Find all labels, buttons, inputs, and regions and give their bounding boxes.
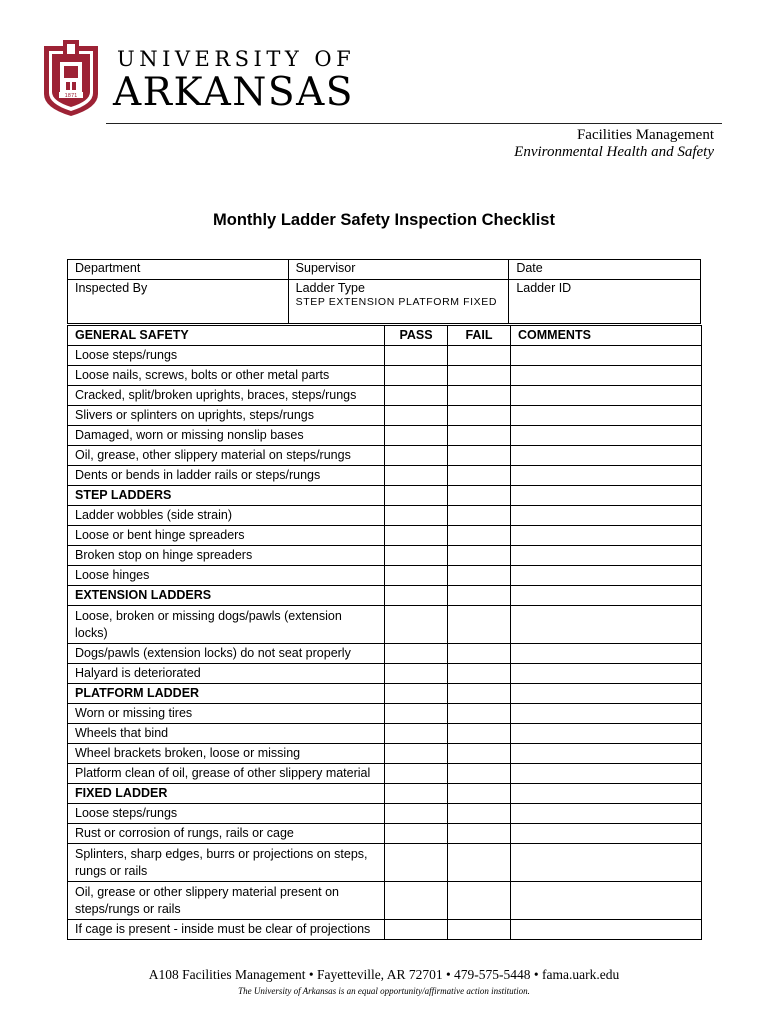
inspected-by-field[interactable]: [68, 280, 289, 324]
university-name-line2: ARKANSAS: [113, 70, 354, 115]
fail-cell[interactable]: [448, 824, 511, 844]
checklist-item-label: If cage is present - inside must be clear of projections: [68, 920, 385, 940]
checklist-row: [68, 566, 702, 586]
comments-cell[interactable]: [511, 644, 702, 664]
comments-cell[interactable]: [511, 446, 702, 466]
fail-cell[interactable]: [448, 406, 511, 426]
pass-cell[interactable]: [385, 644, 448, 664]
inspected-by-label: Inspected By: [75, 281, 148, 295]
pass-cell: [385, 784, 448, 804]
ladder-type-label: Ladder Type: [295, 281, 365, 295]
checklist-item-label: Loose or bent hinge spreaders: [68, 526, 385, 546]
svg-text:1871: 1871: [64, 93, 78, 99]
pass-cell[interactable]: [385, 566, 448, 586]
pass-cell[interactable]: [385, 664, 448, 684]
header-divider: [106, 123, 722, 124]
unit-subtitle: Environmental Health and Safety: [514, 144, 714, 160]
section-title: PLATFORM LADDER: [68, 684, 385, 704]
checklist-row: [68, 426, 702, 446]
date-label: Date: [516, 261, 543, 275]
checklist-row: [68, 366, 702, 386]
fail-cell[interactable]: [448, 546, 511, 566]
fail-cell[interactable]: [448, 664, 511, 684]
checklist-item-label: Rust or corrosion of rungs, rails or cage: [68, 824, 385, 844]
checklist-item-label: Loose steps/rungs: [68, 804, 385, 824]
section-header-row: [68, 684, 702, 704]
university-logo: [42, 36, 100, 118]
checklist-item-label: Oil, grease, other slippery material on steps/rungs: [68, 446, 385, 466]
page-title: Monthly Ladder Safety Inspection Checklist: [213, 211, 555, 229]
comments-cell[interactable]: [511, 406, 702, 426]
fail-cell[interactable]: [448, 526, 511, 546]
comments-cell[interactable]: [511, 704, 702, 724]
section-header-row: [68, 784, 702, 804]
comments-cell: [511, 586, 702, 606]
comments-cell: [511, 486, 702, 506]
checklist-item-label: Broken stop on hinge spreaders: [68, 546, 385, 566]
checklist-item-label: Dents or bends in ladder rails or steps/rungs: [68, 466, 385, 486]
fail-cell[interactable]: [448, 804, 511, 824]
checklist-row: [68, 386, 702, 406]
section-title: FIXED LADDER: [68, 784, 385, 804]
fail-cell[interactable]: [448, 764, 511, 784]
checklist-row: [68, 346, 702, 366]
fail-cell[interactable]: [448, 346, 511, 366]
comments-cell[interactable]: [511, 844, 702, 882]
fail-cell[interactable]: [448, 366, 511, 386]
checklist-item-label: Halyard is deteriorated: [68, 664, 385, 684]
comments-cell[interactable]: [511, 506, 702, 526]
pass-cell[interactable]: [385, 920, 448, 940]
checklist-row: [68, 644, 702, 664]
checklist-row: [68, 446, 702, 466]
column-header-fail: FAIL: [448, 326, 511, 346]
checklist-row: [68, 546, 702, 566]
comments-cell[interactable]: [511, 804, 702, 824]
checklist-item-label: Cracked, split/broken uprights, braces, steps/rungs: [68, 386, 385, 406]
pass-cell[interactable]: [385, 406, 448, 426]
inspection-info-table: [67, 259, 701, 324]
checklist-row: [68, 606, 702, 644]
department-label: Department: [75, 261, 141, 275]
pass-cell[interactable]: [385, 366, 448, 386]
fail-cell[interactable]: [448, 426, 511, 446]
section-title: EXTENSION LADDERS: [68, 586, 385, 606]
checklist-item-label: Oil, grease or other slippery material present on steps/rungs or rails: [68, 882, 385, 920]
comments-cell[interactable]: [511, 764, 702, 784]
checklist-row: [68, 406, 702, 426]
comments-cell: [511, 784, 702, 804]
pass-cell[interactable]: [385, 804, 448, 824]
pass-cell[interactable]: [385, 426, 448, 446]
fail-cell[interactable]: [448, 844, 511, 882]
fail-cell[interactable]: [448, 606, 511, 644]
checklist-row: [68, 804, 702, 824]
checklist-item-label: Loose steps/rungs: [68, 346, 385, 366]
fail-cell[interactable]: [448, 882, 511, 920]
fail-cell[interactable]: [448, 506, 511, 526]
checklist-item-label: Ladder wobbles (side strain): [68, 506, 385, 526]
pass-cell[interactable]: [385, 744, 448, 764]
column-header-pass: PASS: [385, 326, 448, 346]
university-name-line1: UNIVERSITY OF: [117, 47, 356, 71]
unit-name: Facilities Management: [576, 127, 714, 143]
pass-cell: [385, 586, 448, 606]
fail-cell[interactable]: [448, 466, 511, 486]
checklist-row: [68, 764, 702, 784]
checklist-item-label: Worn or missing tires: [68, 704, 385, 724]
pass-cell[interactable]: [385, 526, 448, 546]
checklist-item-label: Platform clean of oil, grease of other slippery material: [68, 764, 385, 784]
comments-cell[interactable]: [511, 426, 702, 446]
section-header-row: [68, 586, 702, 606]
checklist-row: [68, 882, 702, 920]
footer-eeo-statement: The University of Arkansas is an equal opportunity/affirmative action institution.: [238, 986, 530, 996]
fail-cell[interactable]: [448, 386, 511, 406]
comments-cell[interactable]: [511, 466, 702, 486]
pass-cell[interactable]: [385, 506, 448, 526]
pass-cell[interactable]: [385, 606, 448, 644]
checklist-row: [68, 526, 702, 546]
department-field[interactable]: [68, 260, 289, 280]
checklist-row: [68, 744, 702, 764]
pass-cell[interactable]: [385, 546, 448, 566]
pass-cell[interactable]: [385, 466, 448, 486]
comments-cell: [511, 684, 702, 704]
fail-cell[interactable]: [448, 566, 511, 586]
fail-cell[interactable]: [448, 704, 511, 724]
pass-cell[interactable]: [385, 844, 448, 882]
pass-cell[interactable]: [385, 724, 448, 744]
checklist-header-row: [68, 326, 702, 346]
fail-cell[interactable]: [448, 744, 511, 764]
checklist-row: [68, 844, 702, 882]
checklist-row: [68, 824, 702, 844]
checklist-item-label: Loose hinges: [68, 566, 385, 586]
comments-cell[interactable]: [511, 882, 702, 920]
comments-cell[interactable]: [511, 346, 702, 366]
fail-cell[interactable]: [448, 446, 511, 466]
fail-cell: [448, 784, 511, 804]
comments-cell[interactable]: [511, 744, 702, 764]
checklist-table: [67, 325, 702, 940]
comments-cell[interactable]: [511, 606, 702, 644]
column-header-comments: COMMENTS: [511, 326, 702, 346]
checklist-item-label: Wheel brackets broken, loose or missing: [68, 744, 385, 764]
pass-cell[interactable]: [385, 882, 448, 920]
supervisor-label: Supervisor: [295, 261, 356, 275]
comments-cell[interactable]: [511, 920, 702, 940]
checklist-item-label: Loose nails, screws, bolts or other metal parts: [68, 366, 385, 386]
ladder-id-field[interactable]: [509, 280, 701, 324]
pass-cell[interactable]: [385, 386, 448, 406]
checklist-item-label: Dogs/pawls (extension locks) do not seat properly: [68, 644, 385, 664]
comments-cell[interactable]: [511, 546, 702, 566]
comments-cell[interactable]: [511, 526, 702, 546]
date-field[interactable]: [509, 260, 701, 280]
checklist-row: [68, 506, 702, 526]
checklist-item-label: Loose, broken or missing dogs/pawls (extension locks): [68, 606, 385, 644]
ladder-type-field[interactable]: [288, 280, 509, 324]
fail-cell: [448, 486, 511, 506]
checklist-row: [68, 704, 702, 724]
section-title: STEP LADDERS: [68, 486, 385, 506]
checklist-item-label: Damaged, worn or missing nonslip bases: [68, 426, 385, 446]
comments-cell[interactable]: [511, 664, 702, 684]
ladder-type-options: STEP EXTENSION PLATFORM FIXED: [295, 296, 498, 308]
fail-cell: [448, 684, 511, 704]
checklist-item-label: Wheels that bind: [68, 724, 385, 744]
fail-cell[interactable]: [448, 724, 511, 744]
pass-cell[interactable]: [385, 446, 448, 466]
checklist-row: [68, 920, 702, 940]
footer-address: A108 Facilities Management • Fayetteville, AR 72701 • 479-575-5448 • fama.uark.edu: [148, 967, 620, 982]
pass-cell[interactable]: [385, 346, 448, 366]
pass-cell: [385, 684, 448, 704]
column-header-item: GENERAL SAFETY: [68, 326, 385, 346]
pass-cell[interactable]: [385, 764, 448, 784]
section-header-row: [68, 486, 702, 506]
checklist-row: [68, 664, 702, 684]
checklist-row: [68, 466, 702, 486]
fail-cell[interactable]: [448, 644, 511, 664]
pass-cell: [385, 486, 448, 506]
comments-cell[interactable]: [511, 366, 702, 386]
checklist-item-label: Slivers or splinters on uprights, steps/rungs: [68, 406, 385, 426]
comments-cell[interactable]: [511, 824, 702, 844]
fail-cell[interactable]: [448, 920, 511, 940]
checklist-row: [68, 724, 702, 744]
pass-cell[interactable]: [385, 824, 448, 844]
comments-cell[interactable]: [511, 566, 702, 586]
supervisor-field[interactable]: [288, 260, 509, 280]
comments-cell[interactable]: [511, 724, 702, 744]
ladder-id-label: Ladder ID: [516, 281, 572, 295]
comments-cell[interactable]: [511, 386, 702, 406]
fail-cell: [448, 586, 511, 606]
pass-cell[interactable]: [385, 704, 448, 724]
checklist-item-label: Splinters, sharp edges, burrs or projections on steps, rungs or rails: [68, 844, 385, 882]
